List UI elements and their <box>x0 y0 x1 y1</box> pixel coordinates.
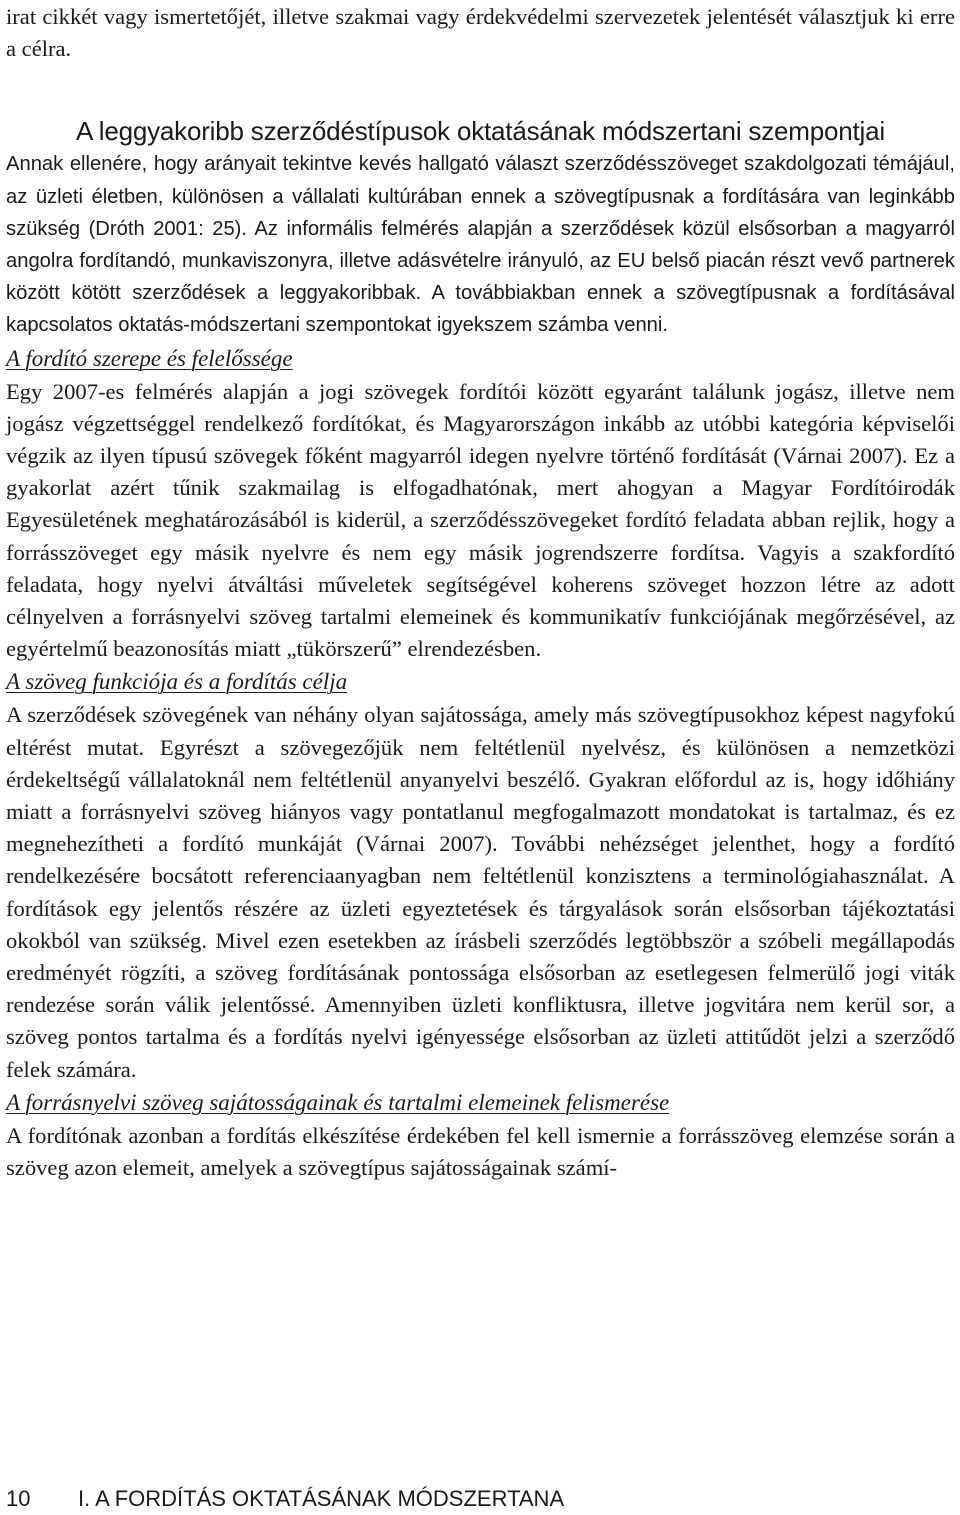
subsection-heading-translator-role: A fordító szerepe és felelőssége <box>6 345 293 371</box>
section-title: A leggyakoribb szerződéstípusok oktatásának módszertani szempontjai <box>76 116 885 147</box>
subsection-paragraph-text-function: A szerződések szövegének van néhány olyan sajátossága, amely más szövegtípusokhoz képest nagyfokú eltérést mutat. Egyrészt a szövegezőjük nem feltétlenül nyelvész, és különösen a nemzetközi érdekeltségű vállalatoknál nem feltétlenül anyanyelvi beszélő. Gyakran előfordul az is, hogy időhiány miatt a forrásnyelvi szöveg hiányos vagy pontatlanul megfogalmazott mondatokat is tartalmaz, és ez megnehezítheti a fordító munkáját (Várnai 2007). További nehézséget jelenthet, hogy a fordító rendelkezésére bocsátott referenciaanyagban nem feltétlenül konzisztens a terminológiahasználat. A fordítások egy jelentős részére az üzleti egyeztetések és tárgyalások során elsősorban tájékoztatási okokból van szükség. Mivel ezen esetekben az írásbeli szerződés legtöbbször a szóbeli megállapodás eredményét rögzíti, a szöveg fordításának pontossága elsősorban az esetlegesen felmerülő jogi viták rendezése során válik jelentőssé. Amennyiben üzleti konfliktusra, illetve jogvitára nem kerül sor, a szöveg pontos tartalma és a fordítás nyelvi igényessége elsősorban az üzleti attitűdöt jelzi a szerződő felek számára. <box>6 702 955 1082</box>
subsection-paragraph-source-text: A fordítónak azonban a fordítás elkészítése érdekében fel kell ismernie a forrásszöveg elemzése során a szöveg azon elemeit, amelyek a szövegtípus sajátosságainak számí- <box>6 1122 955 1181</box>
page-number: 10 <box>6 1486 31 1511</box>
subsection-heading-text-function: A szöveg funkciója és a fordítás célja <box>6 669 348 695</box>
page-footer <box>6 1486 946 1512</box>
section-paragraph: Annak ellenére, hogy arányait tekintve kevés hallgató választ szerződésszöveget szakdolgozati témájául, az üzleti életben, különösen a vállalati kultúrában ennek a szövegtípusnak a fordítására van leginkább szükség (Dróth 2001: 25). Az informális felmérés alapján a szerződések közül elsősorban a magyarról angolra fordítandó, munkaviszonyra, illetve adásvételre irányuló, az EU belső piacán részt vevő partnerek között kötött szerződések a leggyakoribbak. A továbbiakban ennek a szövegtípusnak a fordításával kapcsolatos oktatás-módszertani szempontokat igyekszem számba venni. <box>6 153 955 337</box>
subsection-paragraph-translator-role: Egy 2007-es felmérés alapján a jogi szövegek fordítói között egyaránt találunk jogász, illetve nem jogász végzettséggel rendelkező fordítókat, és Magyarországon inkább az utóbbi kategória képviselői végzik az ilyen típusú szövegek főként magyarról idegen nyelvre történő fordítását (Várnai 2007). Ez a gyakorlat azért tűnik szakmailag is elfogadhatónak, mert ahogyan a Magyar Fordítóirodák Egyesületének meghatározásából is kiderül, a szerződésszövegeket fordító feladata abban rejlik, hogy a forrásszöveget egy másik nyelvre és nem egy másik jogrendszerre fordítsa. Vagyis a szakfordító feladata, hogy nyelvi átváltási műveletek segítségével koherens szöveget hozzon létre az adott célnyelven a forrásnyelvi szöveg tartalmi elemeinek és kommunikatív funkciójának megőrzésével, az egyértelmű beazonosítás miatt „tükörszerű” elrendezésben. <box>6 378 955 662</box>
subsection-heading-source-text: A forrásnyelvi szöveg sajátosságainak és tartalmi elemeinek felismerése <box>6 1089 670 1115</box>
document-page <box>6 0 955 1184</box>
running-title: I. A FORDÍTÁS OKTATÁSÁNAK MÓDSZERTANA <box>78 1486 565 1511</box>
intro-paragraph: irat cikkét vagy ismertetőjét, illetve szakmai vagy érdekvédelmi szervezetek jelentését választjuk ki erre a célra. <box>6 4 955 62</box>
